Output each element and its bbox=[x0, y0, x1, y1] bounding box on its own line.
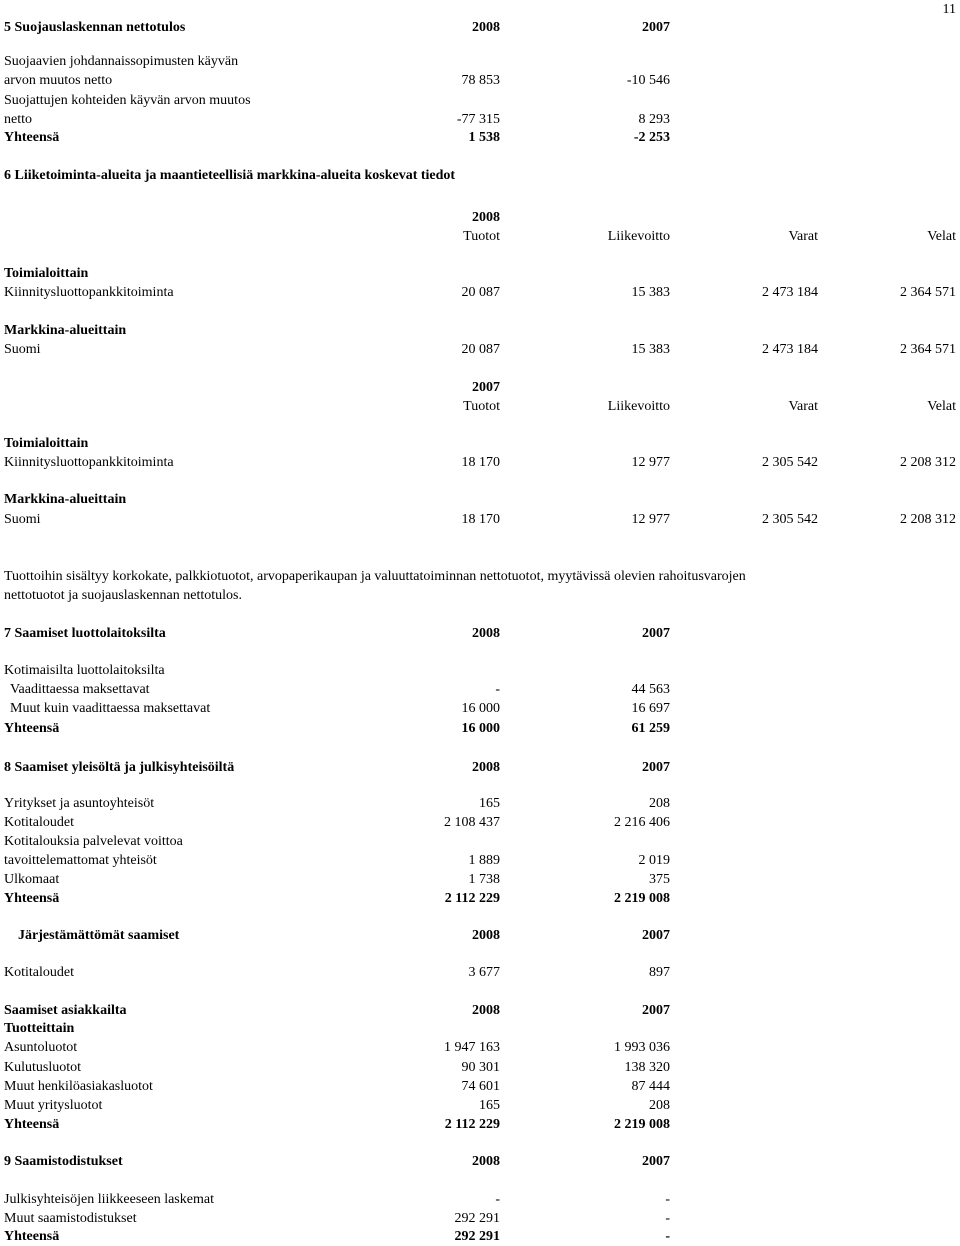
total-2007: 2 219 008 bbox=[614, 1117, 670, 1132]
col-varat: Varat bbox=[788, 399, 818, 414]
total-2007: 61 259 bbox=[631, 721, 670, 736]
s6-2007-row2 bbox=[4, 510, 956, 529]
cust-title: Saamiset asiakkailta bbox=[4, 1003, 127, 1018]
group-label: Toimialoittain bbox=[4, 266, 89, 281]
s8-cust-total bbox=[4, 1115, 956, 1134]
note-line: nettotuotot ja suojauslaskennan nettotulos. bbox=[4, 588, 242, 603]
s7-col-2007: 2007 bbox=[642, 626, 670, 641]
value-2007: 208 bbox=[649, 796, 670, 811]
row-label: Kiinnitysluottopankkitoiminta bbox=[4, 455, 174, 470]
page-number: 11 bbox=[942, 2, 956, 17]
s6-group-2007-markkina bbox=[4, 490, 956, 509]
s5-col-2007: 2007 bbox=[642, 20, 670, 35]
s9-title: 9 Saamistodistukset bbox=[4, 1154, 123, 1169]
col-velat: Velat bbox=[927, 399, 956, 414]
total-label: Yhteensä bbox=[4, 1117, 60, 1132]
s8-cust-group bbox=[4, 1019, 956, 1038]
row-label: Suomi bbox=[4, 512, 41, 527]
value-2007: 208 bbox=[649, 1098, 670, 1113]
value-2007: 16 697 bbox=[631, 701, 670, 716]
s5-title: 5 Suojauslaskennan nettotulos bbox=[4, 20, 186, 35]
group-label: Toimialoittain bbox=[4, 436, 89, 451]
s7-title: 7 Saamiset luottolaitoksilta bbox=[4, 626, 166, 641]
col-varat: Varat bbox=[788, 229, 818, 244]
row-label: Suomi bbox=[4, 342, 41, 357]
value-2007: 897 bbox=[649, 965, 670, 980]
s7-col-2008: 2008 bbox=[472, 626, 500, 641]
s6-col-headers-2007 bbox=[4, 397, 956, 416]
year-label: 2007 bbox=[472, 380, 500, 395]
value-2007: 138 320 bbox=[624, 1060, 670, 1075]
s8-unorg-header bbox=[4, 926, 956, 945]
cust-col-2007: 2007 bbox=[642, 1003, 670, 1018]
total-2008: 1 538 bbox=[468, 130, 500, 145]
row-label: Kotitalouksia palvelevat voittoa bbox=[4, 834, 183, 849]
s6-2007-row1 bbox=[4, 453, 956, 472]
row-label: Yritykset ja asuntoyhteisöt bbox=[4, 796, 155, 811]
group-label: Markkina-alueittain bbox=[4, 492, 127, 507]
value-2008: 1 947 163 bbox=[444, 1040, 500, 1055]
s5-total bbox=[4, 128, 956, 147]
value-2008: 3 677 bbox=[468, 965, 500, 980]
s8-cust-row2 bbox=[4, 1058, 956, 1077]
row-label: Kulutusluotot bbox=[4, 1060, 82, 1075]
total-2007: 2 219 008 bbox=[614, 891, 670, 906]
value-liikevoitto: 12 977 bbox=[631, 455, 670, 470]
row-label: tavoittelemattomat yhteisöt bbox=[4, 853, 157, 868]
s8-row3 bbox=[4, 851, 956, 870]
note-line: Tuottoihin sisältyy korkokate, palkkiotuotot, arvopaperikaupan ja valuuttatoiminnan nettotuotot, myytävissä olevien rahoitusvarojen bbox=[4, 569, 746, 584]
total-2007: -2 253 bbox=[633, 130, 670, 145]
row-label: Muut yritysluotot bbox=[4, 1098, 103, 1113]
col-tuotot: Tuotot bbox=[463, 229, 500, 244]
value-2007: 2 019 bbox=[638, 853, 670, 868]
value-varat: 2 305 542 bbox=[762, 455, 818, 470]
value-2008: 2 108 437 bbox=[444, 815, 500, 830]
row-label: Kotitaloudet bbox=[4, 965, 74, 980]
row-label: Asuntoluotot bbox=[4, 1040, 78, 1055]
row-label: Suojaavien johdannaissopimusten käyvän bbox=[4, 54, 239, 69]
s6-col-headers-2008 bbox=[4, 227, 956, 246]
value-2008: -77 315 bbox=[456, 112, 500, 127]
value-liikevoitto: 15 383 bbox=[631, 342, 670, 357]
s8-col-2007: 2007 bbox=[642, 760, 670, 775]
total-2008: 292 291 bbox=[454, 1229, 500, 1244]
s8-total bbox=[4, 889, 956, 908]
s6-title: 6 Liiketoiminta-alueita ja maantieteellisiä markkina-alueita koskevat tiedot bbox=[4, 168, 456, 183]
group-label: Kotimaisilta luottolaitoksilta bbox=[4, 663, 165, 678]
row-label: Suojattujen kohteiden käyvän arvon muutos bbox=[4, 93, 251, 108]
value-tuotot: 20 087 bbox=[461, 285, 500, 300]
value-velat: 2 208 312 bbox=[900, 455, 956, 470]
total-label: Yhteensä bbox=[4, 1229, 60, 1244]
value-2008: 165 bbox=[479, 1098, 500, 1113]
s5-row1 bbox=[4, 71, 956, 90]
s5-col-2008: 2008 bbox=[472, 20, 500, 35]
s6-note bbox=[4, 567, 956, 605]
row-label: Muut kuin vaadittaessa maksettavat bbox=[10, 701, 211, 716]
s8-col-2008: 2008 bbox=[472, 760, 500, 775]
total-label: Yhteensä bbox=[4, 891, 60, 906]
value-2008: - bbox=[495, 1192, 500, 1207]
s7-group bbox=[4, 661, 956, 680]
unorg-title: Järjestämättömät saamiset bbox=[18, 928, 180, 943]
s7-row1 bbox=[4, 680, 956, 699]
value-2007: - bbox=[665, 1211, 670, 1226]
s8-row1 bbox=[4, 794, 956, 813]
value-tuotot: 20 087 bbox=[461, 342, 500, 357]
total-2008: 16 000 bbox=[461, 721, 500, 736]
s8-row3-line1 bbox=[4, 832, 956, 851]
s6-2008-row2 bbox=[4, 340, 956, 359]
unorg-col-2008: 2008 bbox=[472, 928, 500, 943]
group-label: Tuotteittain bbox=[4, 1021, 75, 1036]
s9-col-2007: 2007 bbox=[642, 1154, 670, 1169]
value-2008: 165 bbox=[479, 796, 500, 811]
s8-cust-row3 bbox=[4, 1077, 956, 1096]
s6-group-2008-toimialoittain bbox=[4, 264, 956, 283]
value-liikevoitto: 12 977 bbox=[631, 512, 670, 527]
s6-2008-row1 bbox=[4, 283, 956, 302]
s8-cust-row1 bbox=[4, 1038, 956, 1057]
row-label: Muut saamistodistukset bbox=[4, 1211, 137, 1226]
s8-header bbox=[4, 758, 956, 777]
value-varat: 2 305 542 bbox=[762, 512, 818, 527]
value-2007: -10 546 bbox=[626, 73, 670, 88]
cust-col-2008: 2008 bbox=[472, 1003, 500, 1018]
s7-header bbox=[4, 624, 956, 643]
value-velat: 2 364 571 bbox=[900, 342, 956, 357]
value-2008: - bbox=[495, 682, 500, 697]
row-label: netto bbox=[4, 112, 32, 127]
value-tuotot: 18 170 bbox=[461, 455, 500, 470]
year-label: 2008 bbox=[472, 210, 500, 225]
s7-row2 bbox=[4, 699, 956, 718]
value-varat: 2 473 184 bbox=[762, 285, 818, 300]
value-2007: 44 563 bbox=[631, 682, 670, 697]
value-2008: 16 000 bbox=[461, 701, 500, 716]
value-2008: 78 853 bbox=[461, 73, 500, 88]
s6-group-2007-toimialoittain bbox=[4, 434, 956, 453]
s6-header bbox=[4, 166, 956, 185]
value-2007: 2 216 406 bbox=[614, 815, 670, 830]
s8-row2 bbox=[4, 813, 956, 832]
value-2008: 90 301 bbox=[461, 1060, 500, 1075]
col-velat: Velat bbox=[927, 229, 956, 244]
row-label: Muut henkilöasiakasluotot bbox=[4, 1079, 153, 1094]
value-velat: 2 364 571 bbox=[900, 285, 956, 300]
s8-cust-row4 bbox=[4, 1096, 956, 1115]
col-liikevoitto: Liikevoitto bbox=[607, 399, 670, 414]
s6-year-2007 bbox=[4, 378, 956, 397]
value-tuotot: 18 170 bbox=[461, 512, 500, 527]
total-2008: 2 112 229 bbox=[444, 891, 500, 906]
value-2008: 74 601 bbox=[461, 1079, 500, 1094]
s5-header bbox=[4, 18, 956, 37]
col-liikevoitto: Liikevoitto bbox=[607, 229, 670, 244]
s8-unorg-row bbox=[4, 963, 956, 982]
total-2008: 2 112 229 bbox=[444, 1117, 500, 1132]
s5-row2-line1 bbox=[4, 91, 956, 110]
s5-row1-line1 bbox=[4, 52, 956, 71]
s9-total bbox=[4, 1227, 956, 1246]
value-2008: 1 738 bbox=[468, 872, 500, 887]
s7-total bbox=[4, 719, 956, 738]
s6-year-2008 bbox=[4, 208, 956, 227]
s9-header bbox=[4, 1152, 956, 1171]
s8-title: 8 Saamiset yleisöltä ja julkisyhteisöiltä bbox=[4, 760, 235, 775]
unorg-col-2007: 2007 bbox=[642, 928, 670, 943]
value-varat: 2 473 184 bbox=[762, 342, 818, 357]
s9-col-2008: 2008 bbox=[472, 1154, 500, 1169]
value-2007: 8 293 bbox=[638, 112, 670, 127]
value-2007: 375 bbox=[649, 872, 670, 887]
value-velat: 2 208 312 bbox=[900, 512, 956, 527]
s9-row1 bbox=[4, 1190, 956, 1209]
s8-row4 bbox=[4, 870, 956, 889]
row-label: Kiinnitysluottopankkitoiminta bbox=[4, 285, 174, 300]
s6-group-2008-markkina bbox=[4, 321, 956, 340]
row-label: Vaadittaessa maksettavat bbox=[10, 682, 150, 697]
value-2008: 1 889 bbox=[468, 853, 500, 868]
col-tuotot: Tuotot bbox=[463, 399, 500, 414]
row-label: Julkisyhteisöjen liikkeeseen laskemat bbox=[4, 1192, 214, 1207]
value-2007: 87 444 bbox=[631, 1079, 670, 1094]
s5-row2 bbox=[4, 110, 956, 129]
s8-cust-header bbox=[4, 1001, 956, 1020]
s9-row2 bbox=[4, 1209, 956, 1228]
row-label: Kotitaloudet bbox=[4, 815, 74, 830]
total-2007: - bbox=[665, 1229, 670, 1244]
value-2008: 292 291 bbox=[454, 1211, 500, 1226]
total-label: Yhteensä bbox=[4, 721, 60, 736]
row-label: arvon muutos netto bbox=[4, 73, 113, 88]
total-label: Yhteensä bbox=[4, 130, 60, 145]
group-label: Markkina-alueittain bbox=[4, 323, 127, 338]
value-2007: - bbox=[665, 1192, 670, 1207]
value-2007: 1 993 036 bbox=[614, 1040, 670, 1055]
row-label: Ulkomaat bbox=[4, 872, 60, 887]
value-liikevoitto: 15 383 bbox=[631, 285, 670, 300]
